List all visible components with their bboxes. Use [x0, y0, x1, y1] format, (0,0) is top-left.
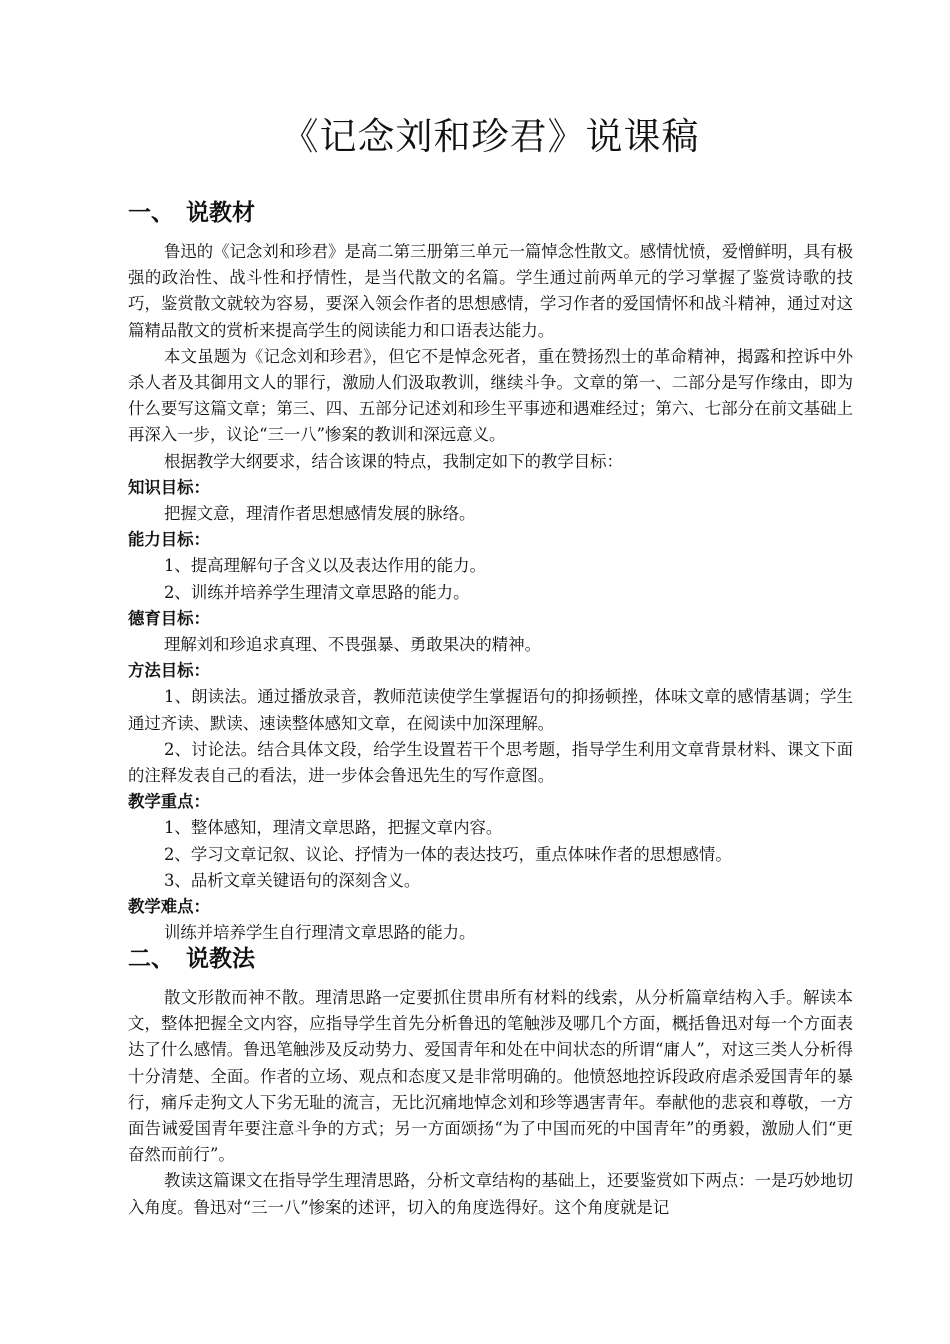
section-number: 一、 — [128, 200, 174, 226]
goal-item: 2、学习文章记叙、议论、抒情为一体的表达技巧，重点体味作者的思想感情。 — [164, 844, 732, 864]
goal-item: 理解刘和珍追求真理、不畏强暴、勇敢果决的精神。 — [164, 635, 541, 655]
section-heading — [128, 939, 853, 979]
goal-item: 1、朗读法。通过播放录音，教师范读使学生掌握语句的抑扬顿挫，体味文章的感情基调；学生通过齐读、默读、速读整体感知文章，在阅读中加深理解。 — [128, 687, 853, 733]
paragraph: 根据教学大纲要求，结合该课的特点，我制定如下的教学目标： — [164, 451, 623, 471]
goal-item: 2、训练并培养学生理清文章思路的能力。 — [164, 582, 470, 602]
goal-label-moral: 德育目标： — [128, 608, 210, 628]
paragraph: 教读这篇课文在指导学生理清思路，分析文章结构的基础上，还要鉴赏如下两点：一是巧妙地切入角度。鲁迅对“三一八”惨案的述评，切入的角度选得好。这个角度就是记 — [128, 1171, 853, 1217]
document-title: 《记念刘和珍君》说课稿 — [281, 115, 700, 158]
paragraph: 散文形散而神不散。理清思路一定要抓住贯串所有材料的线索，从分析篇章结构入手。解读本文，整体把握全文内容，应指导学生首先分析鲁迅的笔触涉及哪几个方面，概括鲁迅对每一个方面表达了什么感情。鲁迅笔触涉及反动势力、爱国青年和处在中间状态的所谓“庸人”，对这三类人分析得十分清楚、全面。作者的立场、观点和态度又是非常明确的。他愤怒地控诉段政府虐杀爱国青年的暴行，痛斥走狗文人下劣无耻的流言，无比沉痛地悼念刘和珍等遇害青年。奉献他的悲哀和尊敬，一方面告诫爱国青年要注意斗争的方式；另一方面颂扬“为了中国而死的中国青年”的勇毅，激励人们“更奋然而前行”。 — [128, 988, 853, 1165]
section-number: 二、 — [128, 946, 174, 972]
goal-label-method: 方法目标： — [128, 661, 210, 681]
section-teaching-method — [128, 939, 853, 1221]
goal-item: 1、整体感知，理清文章思路，把握文章内容。 — [164, 818, 503, 838]
goal-item: 3、品析文章关键语句的深刻含义。 — [164, 870, 421, 890]
section-heading-text: 说教法 — [186, 946, 255, 972]
goal-label-difficulties: 教学难点： — [128, 897, 210, 917]
goal-item: 把握文意，理清作者思想感情发展的脉络。 — [164, 504, 476, 524]
paragraph: 本文虽题为《记念刘和珍君》，但它不是悼念死者，重在赞扬烈士的革命精神，揭露和控诉中外杀人者及其御用文人的罪行，激励人们汲取教训，继续斗争。文章的第一、二部分是写作缘由，即为什么要写这篇文章；第三、四、五部分记述刘和珍生平事迹和遇难经过；第六、七部分在前文基础上再深入一步，议论“三一八”惨案的教训和深远意义。 — [128, 346, 853, 445]
goal-label-knowledge: 知识目标： — [128, 477, 210, 497]
section-heading — [128, 193, 853, 233]
goal-item: 训练并培养学生自行理清文章思路的能力。 — [164, 923, 476, 943]
goal-item: 1、提高理解句子含义以及表达作用的能力。 — [164, 556, 486, 576]
goal-item: 2、讨论法。结合具体文段，给学生设置若干个思考题，指导学生利用文章背景材料、课文下面的注释发表自己的看法，进一步体会鲁迅先生的写作意图。 — [128, 739, 853, 786]
section-heading-text: 说教材 — [186, 200, 255, 226]
paragraph: 鲁迅的《记念刘和珍君》是高二第三册第三单元一篇悼念性散文。感情忧愤，爱憎鲜明，具有极强的政治性、战斗性和抒情性，是当代散文的名篇。学生通过前两单元的学习掌握了鉴赏诗歌的技巧，鉴赏散文就较为容易，要深入领会作者的思想感情，学习作者的爱国情怀和战斗精神，通过对这篇精品散文的赏析来提高学生的阅读能力和口语表达能力。 — [128, 242, 853, 340]
goal-label-key-points: 教学重点： — [128, 792, 210, 812]
section-teaching-material — [128, 193, 853, 946]
goal-label-ability: 能力目标： — [128, 530, 210, 550]
